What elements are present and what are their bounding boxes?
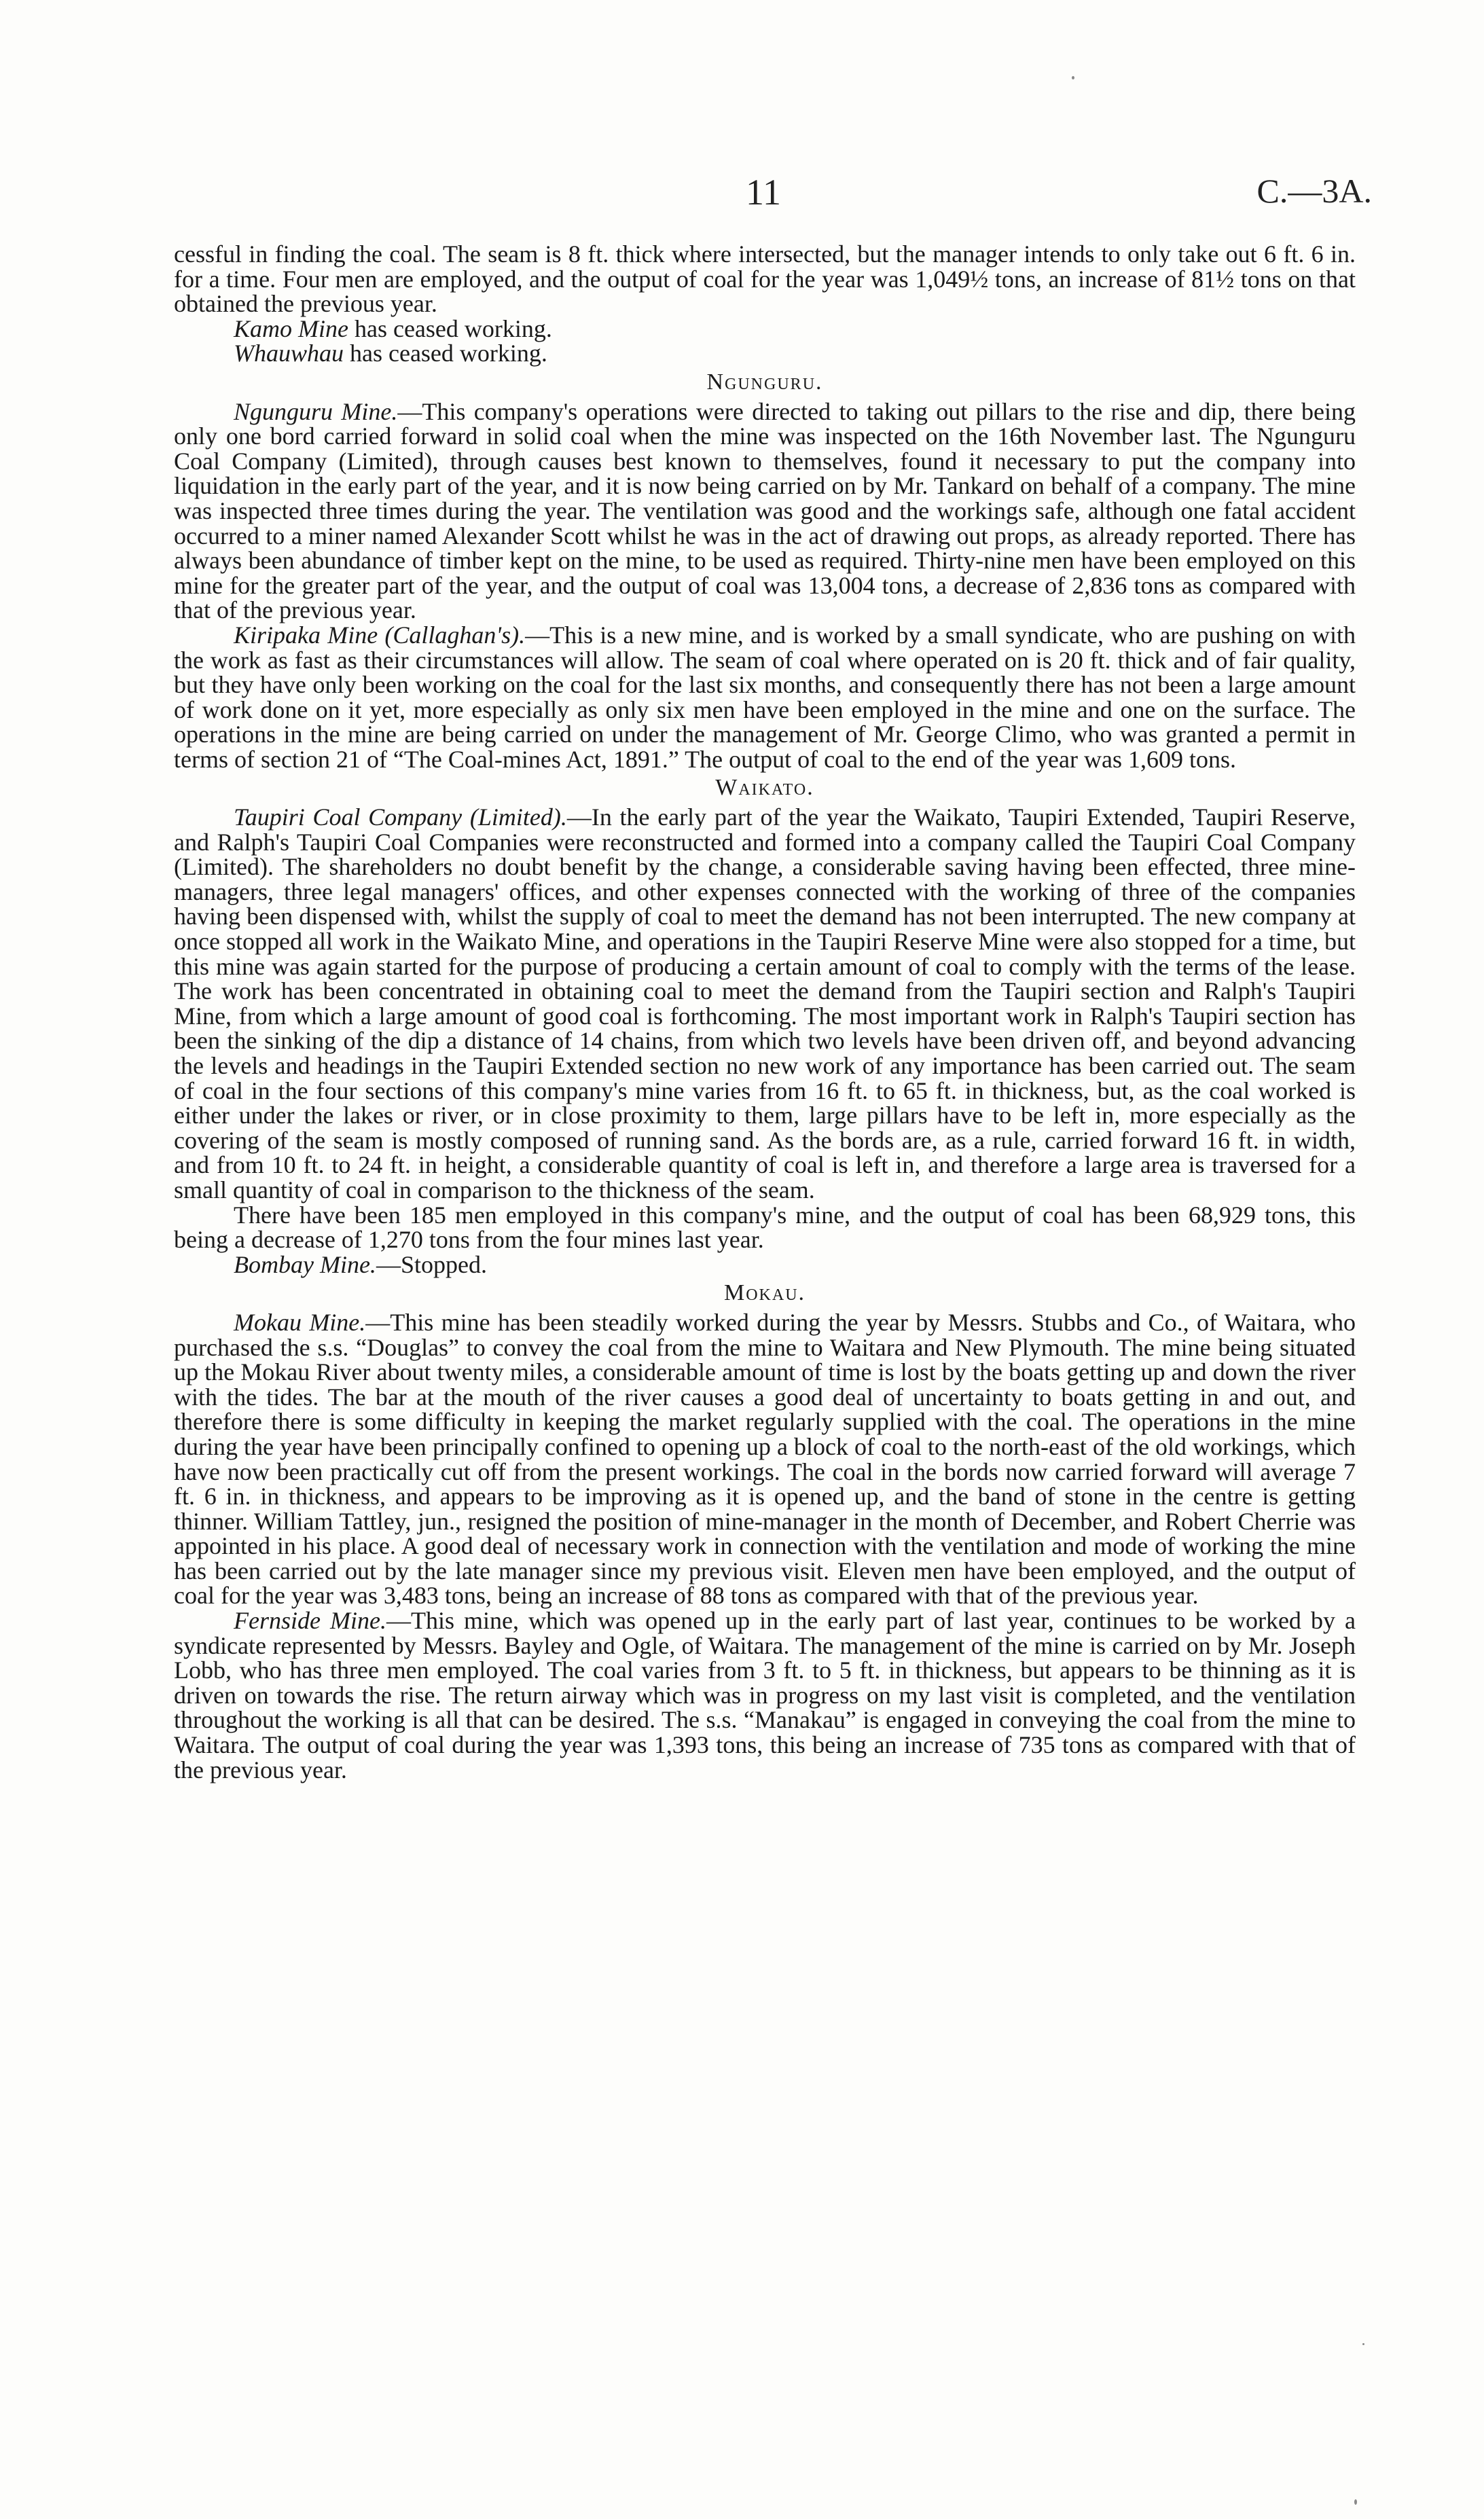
paragraph-taupiri-output <box>174 1203 1356 1252</box>
paragraph-text: —This mine, which was opened up in the early part of last year, continues to be worked by a syndicate represented by Messrs. Bayley and Ogle, of Waitara. The management of the mine is carried on by Mr. Joseph Lobb, who has three men employed. The coal varies from 3 ft. to 5 ft. in thickness, but appears to be thinning as it is driven on towards the rise. The return airway which was in progress on my last visit is completed, and the ventilation throughout the working is all that can be desired. The s.s. “Manakau” is engaged in conveying the coal from the mine to Waitara. The output of coal during the year was 1,393 tons, this being an increase of 735 tons as compared with that of the previous year. <box>174 1607 1356 1783</box>
mine-name: Whauwhau <box>234 340 344 367</box>
paragraph-kamo-mine <box>174 316 1356 342</box>
mine-name: Kamo Mine <box>234 314 348 342</box>
mine-name: Mokau Mine. <box>234 1308 366 1336</box>
document-reference: C.—3A. <box>1256 172 1372 210</box>
paragraph-text: cessful in finding the coal. The seam is 8 ft. thick where intersected, but the manager intends to only take out 6 ft. 6 in. for a time. Four men are employed, and the output of coal for the year was 1,049½ tons, an increase of 81½ tons on that obtained the previous year. <box>174 240 1356 318</box>
section-heading-mokau: Mokau. <box>723 1280 806 1306</box>
section-heading-ngunguru: Ngunguru. <box>706 369 823 395</box>
scan-speck <box>1354 2499 1357 2505</box>
page-header <box>0 171 1484 225</box>
paragraph-continuation <box>174 242 1356 316</box>
mine-name: Bombay Mine. <box>234 1250 376 1278</box>
paragraph-kiripaka-mine <box>174 623 1356 772</box>
mine-name: Ngunguru Mine. <box>234 397 398 425</box>
paragraph-text: —In the early part of the year the Waikato, Taupiri Extended, Taupiri Reserve, and Ralph's Taupiri Coal Companies were reconstructed and formed into a company called the Taupiri Coal Company (Limited). The shareholders no doubt benefit by the change, a considerable saving having been effected, three mine-managers, three legal managers' offices, and other expenses connected with the working of three of the companies having been dispensed with, whilst the supply of coal to meet the demand has not been interrupted. The new company at once stopped all work in the Waikato Mine, and operations in the Taupiri Reserve Mine were also stopped for a time, but this mine was again started for the purpose of producing a certain amount of coal to comply with the terms of the lease. The work has been concentrated in obtaining coal to meet the demand from the Taupiri section and Ralph's Taupiri Mine, from which a large amount of good coal is forthcoming. The most important work in Ralph's Taupiri section has been the sinking of the dip a distance of 14 chains, from which two levels have been driven off, and beyond advancing the levels and headings in the Taupiri Extended section no new work of any importance has been carried out. The seam of coal in the four sections of this company's mine varies from 16 ft. to 65 ft. in thickness, but, as the coal worked is either under the lakes or river, or in close proximity to them, large pillars have to be left in, more especially as the covering of the seam is mostly composed of running sand. As the bords are, as a rule, carried forward 16 ft. in width, and from 10 ft. to 24 ft. in height, a considerable quantity of coal is left in, and therefore a large area is traversed for a small quantity of coal in comparison to the thickness of the seam. <box>174 803 1356 1203</box>
paragraph-text: —This is a new mine, and is worked by a small syndicate, who are pushing on with the work as fast as their circumstances will allow. The seam of coal where operated on is 20 ft. thick and of fair quality, but they have only been working on the coal for the last six months, and consequently there has not been a large amount of work done on it yet, more especially as only six men have been employed in the mine and one on the surface. The operations in the mine are being carried on under the management of Mr. George Climo, who was granted a permit in terms of section 21 of “The Coal-mines Act, 1891.” The output of coal to the end of the year was 1,609 tons. <box>174 621 1356 773</box>
scan-speck <box>1072 76 1074 79</box>
paragraph-bombay-mine <box>174 1252 1356 1277</box>
paragraph-text: —This mine has been steadily worked during the year by Messrs. Stubbs and Co., of Waitara, who purchased the s.s. “Douglas” to convey the coal from the mine to Waitara and New Plymouth. The mine being situated up the Mokau River about twenty miles, a considerable amount of time is lost by the boats getting up and down the river with the tides. The bar at the mouth of the river causes a good deal of uncertainty to boats getting in and out, and therefore there is some difficulty in keeping the market regularly supplied with the coal. The operations in the mine during the year have been principally confined to opening up a block of coal to the north-east of the old workings, which have now been practically cut off from the present workings. The coal in the bords now carried forward will average 7 ft. 6 in. in thickness, and appears to be improving as it is opened up, and the band of stone in the centre is getting thinner. William Tattley, jun., resigned the position of mine-manager in the month of December, and Robert Cherrie was appointed in his place. A good deal of necessary work in connection with the ventilation and mode of working the mine has been carried out by the late manager since my previous visit. Eleven men have been employed, and the output of coal for the year was 3,483 tons, being an increase of 88 tons as compared with that of the previous year. <box>174 1308 1356 1610</box>
paragraph-text: —Stopped. <box>376 1250 487 1278</box>
paragraph-text: has ceased working. <box>344 340 547 367</box>
scan-speck <box>1362 2343 1364 2345</box>
paragraph-taupiri-coal-company <box>174 805 1356 1203</box>
paragraph-text: —This company's operations were directed to taking out pillars to the rise and dip, there being only one bord carried forward in solid coal when the mine was inspected on the 16th November last. The Ngunguru Coal Company (Limited), through causes best known to themselves, found it necessary to put the company into liquidation in the early part of the year, and it is now being carried on by Mr. Tankard on behalf of a company. The mine was inspected three times during the year. The ventilation was good and the workings safe, although one fatal accident occurred to a miner named Alexander Scott whilst he was in the act of drawing out props, as already reported. There has always been abundance of timber kept on the mine, to be used as required. Thirty-nine men have been employed on this mine for the greater part of the year, and the output of coal was 13,004 tons, a decrease of 2,836 tons as compared with that of the previous year. <box>174 397 1356 624</box>
section-heading-waikato: Waikato. <box>715 775 814 801</box>
mine-name: Kiripaka Mine (Callaghan's). <box>234 621 526 649</box>
mine-name: Taupiri Coal Company (Limited). <box>234 803 567 831</box>
paragraph-fernside-mine <box>174 1608 1356 1782</box>
paragraph-whauwhau <box>174 341 1356 366</box>
paragraph-text: has ceased working. <box>348 314 552 342</box>
mine-name: Fernside Mine. <box>234 1607 386 1635</box>
paragraph-ngunguru-mine <box>174 399 1356 623</box>
paragraph-mokau-mine <box>174 1310 1356 1608</box>
page-number: 11 <box>746 172 781 213</box>
paragraph-text: There have been 185 men employed in this company's mine, and the output of coal has been 68,929 tons, this being a decrease of 1,270 tons from the four mines last year. <box>174 1201 1356 1254</box>
body-text <box>174 242 1356 1782</box>
